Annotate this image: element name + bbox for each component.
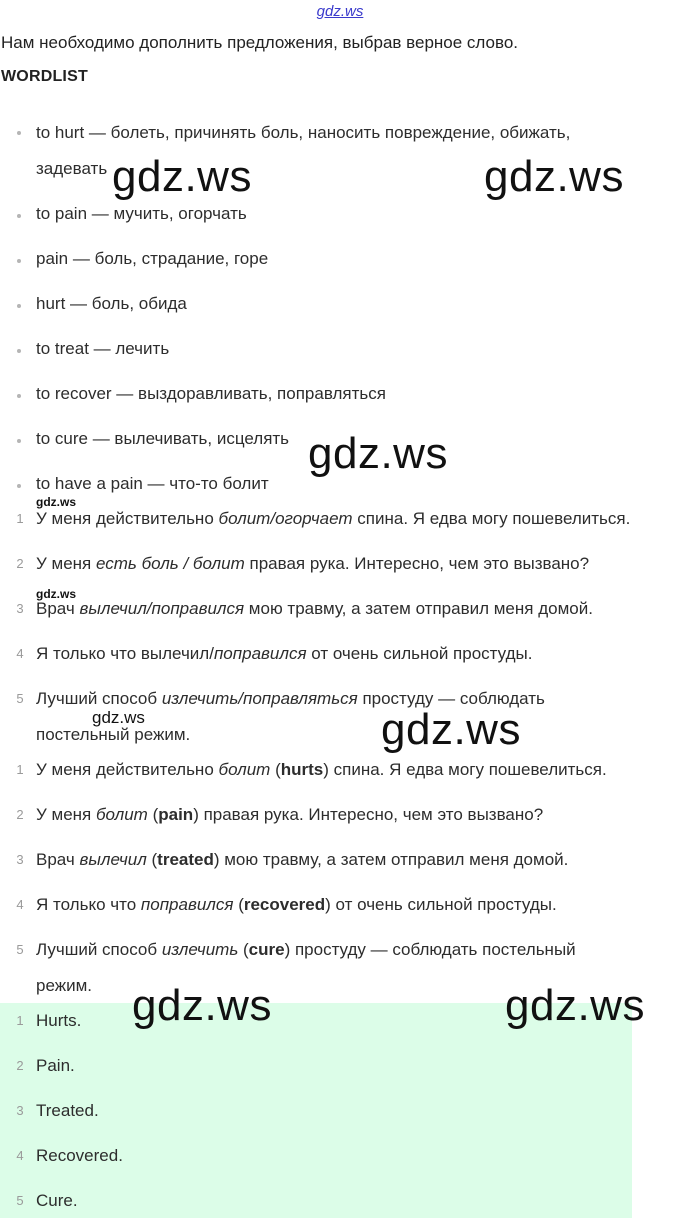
translation-sentence: У меня действительно болит (hurts) спина. Я едва могу пошевелиться. [36,760,607,779]
translation-sentence: Лучший способ излечить (cure) простуду — соблюдать постельный [36,940,576,959]
item-number: 2 [16,556,24,571]
bullet-icon [17,484,21,488]
bullet-icon [17,394,21,398]
item-number: 4 [16,897,24,912]
answer-item: Cure. [36,1191,78,1210]
choice-sentence: У меня действительно болит/огорчает спина. Я едва могу пошевелиться. [36,509,631,528]
item-number: 5 [16,942,24,957]
item-number: 4 [16,1148,24,1163]
item-number: 2 [16,1058,24,1073]
item-number: 1 [16,1013,24,1028]
wordlist-item: to cure — вылечивать, исцелять [36,429,290,448]
bullet-icon [17,304,21,308]
wordlist-item: pain — боль, страдание, горе [36,249,269,268]
choice-sentence: У меня есть боль / болит правая рука. Интересно, чем это вызвано? [36,554,590,573]
wordlist-item: to pain — мучить, огорчать [36,204,247,223]
task-intro: Нам необходимо дополнить предложения, выбрав верное слово. [1,33,519,52]
translation-sentence: Я только что поправился (recovered) от очень сильной простуды. [36,895,557,914]
item-number: 3 [16,601,24,616]
watermark: gdz.ws [36,495,77,509]
translation-sentence: У меня болит (pain) правая рука. Интересно, чем это вызвано? [36,805,544,824]
translation-sentence-continued: режим. [36,976,92,995]
watermark: gdz.ws [308,429,448,478]
answer-item: Treated. [36,1101,99,1120]
wordlist-item: to have a pain — что-то болит [36,474,269,493]
watermark: gdz.ws [484,152,624,201]
item-number: 5 [16,1193,24,1208]
choice-sentence: Лучший способ излечить/поправляться простуду — соблюдать [36,689,545,708]
wordlist-item: to treat — лечить [36,339,170,358]
item-number: 1 [16,762,24,777]
item-number: 1 [16,511,24,526]
watermark: gdz.ws [505,981,645,1030]
watermark: gdz.ws [381,705,521,754]
watermark: gdz.ws [36,587,77,601]
bullet-icon [17,439,21,443]
bullet-icon [17,131,21,135]
wordlist-item-continued: задевать [36,159,108,178]
wordlist-item: to hurt — болеть, причинять боль, наносить повреждение, обижать, [36,123,571,142]
item-number: 4 [16,646,24,661]
choice-sentence: Врач вылечил/поправился мою травму, а затем отправил меня домой. [36,599,593,618]
choice-sentence-continued: постельный режим. [36,725,191,744]
watermark: gdz.ws [92,708,145,727]
translation-sentence: Врач вылечил (treated) мою травму, а затем отправил меня домой. [36,850,569,869]
item-number: 2 [16,807,24,822]
site-link[interactable]: gdz.ws [316,3,364,20]
item-number: 5 [16,691,24,706]
wordlist-item: hurt — боль, обида [36,294,187,313]
wordlist-heading: WORDLIST [1,68,88,85]
item-number: 3 [16,1103,24,1118]
answer-item: Pain. [36,1056,75,1075]
answer-item: Hurts. [36,1011,82,1030]
answer-item: Recovered. [36,1146,123,1165]
watermark: gdz.ws [112,152,252,201]
bullet-icon [17,349,21,353]
watermark: gdz.ws [132,981,272,1030]
choice-sentence: Я только что вылечил/поправился от очень сильной простуды. [36,644,533,663]
bullet-icon [17,214,21,218]
bullet-icon [17,259,21,263]
item-number: 3 [16,852,24,867]
wordlist-item: to recover — выздоравливать, поправляться [36,384,386,403]
